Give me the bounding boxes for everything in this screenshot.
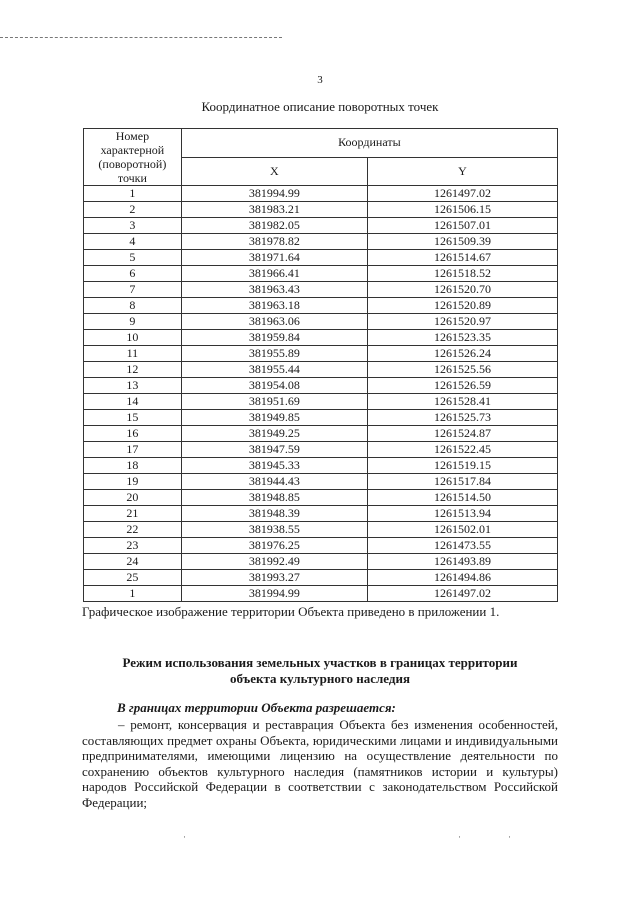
y-coordinate-cell: 1261507.01 bbox=[367, 218, 557, 234]
point-number-cell: 9 bbox=[84, 314, 182, 330]
point-number-cell: 1 bbox=[84, 586, 182, 602]
point-number-cell: 17 bbox=[84, 442, 182, 458]
x-coordinate-cell: 381983.21 bbox=[181, 202, 367, 218]
point-number-cell: 6 bbox=[84, 266, 182, 282]
allowed-paragraph bbox=[82, 717, 558, 810]
y-coordinate-cell: 1261522.45 bbox=[367, 442, 557, 458]
point-number-cell: 14 bbox=[84, 394, 182, 410]
table-row bbox=[84, 586, 558, 602]
point-number-cell: 7 bbox=[84, 282, 182, 298]
point-number-cell: 11 bbox=[84, 346, 182, 362]
y-coordinate-cell: 1261519.15 bbox=[367, 458, 557, 474]
point-number-cell: 23 bbox=[84, 538, 182, 554]
y-coordinate-cell: 1261502.01 bbox=[367, 522, 557, 538]
table-row bbox=[84, 202, 558, 218]
point-number-cell: 4 bbox=[84, 234, 182, 250]
point-number-cell: 19 bbox=[84, 474, 182, 490]
table-row bbox=[84, 522, 558, 538]
table-row bbox=[84, 314, 558, 330]
table-row bbox=[84, 298, 558, 314]
y-coordinate-cell: 1261494.86 bbox=[367, 570, 557, 586]
table-row bbox=[84, 426, 558, 442]
table-heading: Координатное описание поворотных точек bbox=[201, 99, 439, 114]
x-coordinate-cell: 381945.33 bbox=[181, 458, 367, 474]
y-coordinate-cell: 1261525.73 bbox=[367, 410, 557, 426]
page-number: 3 bbox=[317, 74, 323, 86]
graphic-note: Графическое изображение территории Объекта приведено в приложении 1. bbox=[82, 604, 500, 619]
y-coordinate-cell: 1261523.35 bbox=[367, 330, 557, 346]
table-row bbox=[84, 570, 558, 586]
y-coordinate-cell: 1261526.24 bbox=[367, 346, 557, 362]
table-row bbox=[84, 266, 558, 282]
x-coordinate-cell: 381994.99 bbox=[181, 586, 367, 602]
x-coordinate-cell: 381994.99 bbox=[181, 186, 367, 202]
y-coordinate-cell: 1261517.84 bbox=[367, 474, 557, 490]
table-row bbox=[84, 186, 558, 202]
point-number-cell: 13 bbox=[84, 378, 182, 394]
table-row bbox=[84, 346, 558, 362]
scan-speck: · bbox=[508, 832, 511, 842]
x-coordinate-cell: 381963.43 bbox=[181, 282, 367, 298]
y-coordinate-cell: 1261473.55 bbox=[367, 538, 557, 554]
x-coordinate-cell: 381976.25 bbox=[181, 538, 367, 554]
allowed-heading: В границах территории Объекта разрешается: bbox=[117, 700, 396, 715]
point-number-cell: 15 bbox=[84, 410, 182, 426]
y-coordinate-cell: 1261520.89 bbox=[367, 298, 557, 314]
y-coordinate-cell: 1261514.50 bbox=[367, 490, 557, 506]
point-number-cell: 8 bbox=[84, 298, 182, 314]
table-row bbox=[84, 458, 558, 474]
header-y: Y bbox=[367, 157, 557, 186]
table-row bbox=[84, 282, 558, 298]
x-coordinate-cell: 381978.82 bbox=[181, 234, 367, 250]
point-number-cell: 21 bbox=[84, 506, 182, 522]
point-number-cell: 2 bbox=[84, 202, 182, 218]
y-coordinate-cell: 1261509.39 bbox=[367, 234, 557, 250]
allowed-paragraph-text: – ремонт, консервация и реставрация Объекта без изменения особенностей, составляющих предмет охраны Объекта, юридическими лицами и индивидуальными предпринимателями, имеющими лицензию на осуществление деятельности по сохранению объектов культурного наследия (памятников истории и культуры) народов Российской Федерации в соответствии с законодательством Российской Федерации; bbox=[82, 717, 558, 810]
point-number-cell: 25 bbox=[84, 570, 182, 586]
header-coordinates: Координаты bbox=[181, 129, 557, 158]
table-row bbox=[84, 218, 558, 234]
y-coordinate-cell: 1261506.15 bbox=[367, 202, 557, 218]
point-number-cell: 5 bbox=[84, 250, 182, 266]
x-coordinate-cell: 381955.44 bbox=[181, 362, 367, 378]
y-coordinate-cell: 1261518.52 bbox=[367, 266, 557, 282]
table-row bbox=[84, 250, 558, 266]
x-coordinate-cell: 381944.43 bbox=[181, 474, 367, 490]
x-coordinate-cell: 381949.85 bbox=[181, 410, 367, 426]
y-coordinate-cell: 1261526.59 bbox=[367, 378, 557, 394]
y-coordinate-cell: 1261525.56 bbox=[367, 362, 557, 378]
point-number-cell: 3 bbox=[84, 218, 182, 234]
table-row bbox=[84, 554, 558, 570]
section-title-line-1: Режим использования земельных участков в границах территории bbox=[122, 655, 518, 670]
y-coordinate-cell: 1261493.89 bbox=[367, 554, 557, 570]
x-coordinate-cell: 381948.39 bbox=[181, 506, 367, 522]
x-coordinate-cell: 381966.41 bbox=[181, 266, 367, 282]
y-coordinate-cell: 1261514.67 bbox=[367, 250, 557, 266]
x-coordinate-cell: 381951.69 bbox=[181, 394, 367, 410]
x-coordinate-cell: 381993.27 bbox=[181, 570, 367, 586]
header-x: X bbox=[181, 157, 367, 186]
point-number-cell: 12 bbox=[84, 362, 182, 378]
point-number-cell: 1 bbox=[84, 186, 182, 202]
x-coordinate-cell: 381982.05 bbox=[181, 218, 367, 234]
x-coordinate-cell: 381947.59 bbox=[181, 442, 367, 458]
y-coordinate-cell: 1261520.97 bbox=[367, 314, 557, 330]
x-coordinate-cell: 381992.49 bbox=[181, 554, 367, 570]
table-row bbox=[84, 410, 558, 426]
table-row bbox=[84, 474, 558, 490]
point-number-cell: 24 bbox=[84, 554, 182, 570]
section-title bbox=[0, 655, 640, 687]
coordinates-body bbox=[84, 186, 558, 602]
table-row bbox=[84, 538, 558, 554]
table-row bbox=[84, 442, 558, 458]
x-coordinate-cell: 381955.89 bbox=[181, 346, 367, 362]
y-coordinate-cell: 1261513.94 bbox=[367, 506, 557, 522]
table-row bbox=[84, 394, 558, 410]
coordinates-table bbox=[83, 128, 558, 602]
x-coordinate-cell: 381963.06 bbox=[181, 314, 367, 330]
y-coordinate-cell: 1261497.02 bbox=[367, 186, 557, 202]
y-coordinate-cell: 1261497.02 bbox=[367, 586, 557, 602]
x-coordinate-cell: 381949.25 bbox=[181, 426, 367, 442]
table-row bbox=[84, 234, 558, 250]
point-number-cell: 10 bbox=[84, 330, 182, 346]
point-number-cell: 20 bbox=[84, 490, 182, 506]
y-coordinate-cell: 1261528.41 bbox=[367, 394, 557, 410]
top-scan-rule bbox=[0, 37, 282, 38]
table-row bbox=[84, 378, 558, 394]
x-coordinate-cell: 381963.18 bbox=[181, 298, 367, 314]
scan-speck: · bbox=[458, 832, 461, 842]
scan-speck: · bbox=[183, 832, 186, 842]
x-coordinate-cell: 381938.55 bbox=[181, 522, 367, 538]
x-coordinate-cell: 381971.64 bbox=[181, 250, 367, 266]
table-row bbox=[84, 330, 558, 346]
section-title-line-2: объекта культурного наследия bbox=[230, 671, 410, 686]
table-row bbox=[84, 362, 558, 378]
x-coordinate-cell: 381948.85 bbox=[181, 490, 367, 506]
table-row bbox=[84, 490, 558, 506]
header-point-number: Номер характерной (поворотной) точки bbox=[84, 129, 182, 186]
x-coordinate-cell: 381954.08 bbox=[181, 378, 367, 394]
point-number-cell: 16 bbox=[84, 426, 182, 442]
y-coordinate-cell: 1261524.87 bbox=[367, 426, 557, 442]
point-number-cell: 18 bbox=[84, 458, 182, 474]
x-coordinate-cell: 381959.84 bbox=[181, 330, 367, 346]
y-coordinate-cell: 1261520.70 bbox=[367, 282, 557, 298]
point-number-cell: 22 bbox=[84, 522, 182, 538]
table-row bbox=[84, 506, 558, 522]
